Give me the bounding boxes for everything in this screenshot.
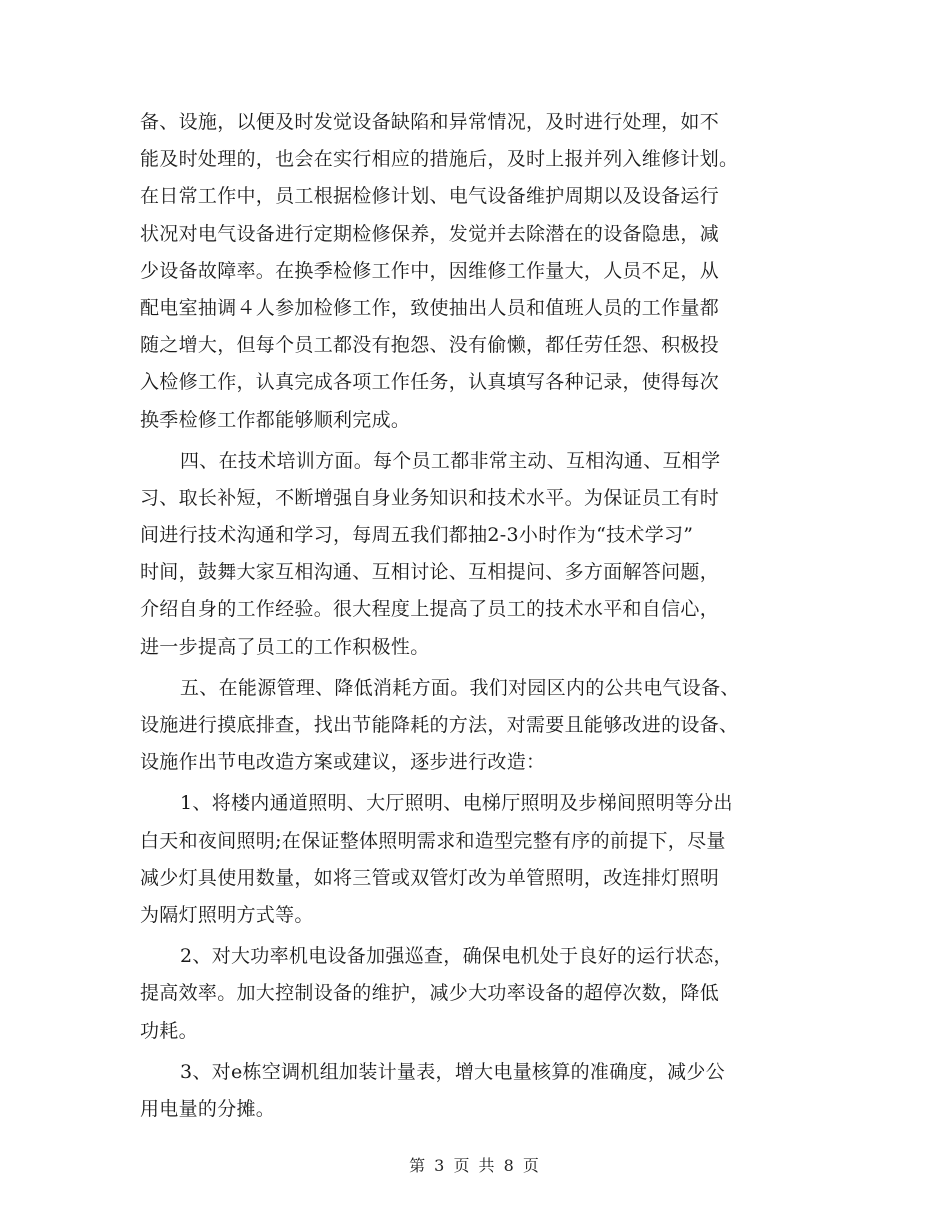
text-line: 设施进行摸底排查，找出节能降耗的方法，对需要且能够改进的设备、 (140, 714, 739, 736)
text-line: 时间，鼓舞大家互相沟通、互相讨论、互相提问、多方面解答问题， (140, 561, 720, 584)
text-line: 进一步提高了员工的工作积极性。 (140, 635, 430, 658)
text-line: 用电量的分摊。 (140, 1097, 276, 1120)
text-line: 白天和夜间照明;在保证整体照明需求和造型完整有序的前提下，尽量 (140, 829, 726, 852)
list-item-start-line: 2、对大功率机电设备加强巡查，确保电机处于良好的运行状态， (180, 945, 733, 968)
text-line: 换季检修工作都能够顺利完成。 (140, 408, 411, 431)
document-body (140, 104, 810, 1128)
text-line: 备、设施，以便及时发觉设备缺陷和异常情况，及时进行处理，如不 (140, 111, 720, 133)
text-line: 间进行技术沟通和学习，每周五我们都抽2-3小时作为“技术学习” (140, 524, 694, 547)
paragraph-start-line: 五、在能源管理、降低消耗方面。我们对园区内的公共电气设备、 (180, 676, 740, 699)
text-line: 功耗。 (140, 1019, 198, 1042)
text-line: 入检修工作，认真完成各项工作任务，认真填写各种记录，使得每次 (140, 371, 720, 394)
text-line: 为隔灯照明方式等。 (140, 903, 314, 926)
text-line: 习、取长补短，不断增强自身业务知识和技术水平。为保证员工有时 (140, 486, 720, 509)
list-item-start-line: 1、将楼内通道照明、大厅照明、电梯厅照明及步梯间照明等分出 (180, 792, 733, 815)
text-line: 在日常工作中，员工根据检修计划、电气设备维护周期以及设备运行 (140, 185, 720, 208)
text-line: 设施作出节电改造方案或建议，逐步进行改造： (140, 751, 546, 774)
list-item-start-line: 3、对e栋空调机组加装计量表，增大电量核算的准确度，减少公 (180, 1060, 726, 1083)
text-line: 随之增大，但每个员工都没有抱怨、没有偷懒，都任劳任怨、积极投 (140, 334, 720, 357)
paragraph-start-line: 四、在技术培训方面。每个员工都非常主动、互相沟通、互相学 (180, 449, 721, 472)
text-line: 能及时处理的，也会在实行相应的措施后，及时上报并列入维修计划。 (140, 148, 739, 171)
text-line: 介绍自身的工作经验。很大程度上提高了员工的技术水平和自信心， (140, 598, 720, 621)
text-line: 提高效率。加大控制设备的维护，减少大功率设备的超停次数，降低 (140, 982, 720, 1005)
text-line: 少设备故障率。在换季检修工作中，因维修工作量大，人员不足，从 (140, 259, 720, 282)
page-number-footer: 第 3 页 共 8 页 (409, 1156, 541, 1175)
text-line: 配电室抽调４人参加检修工作，致使抽出人员和值班人员的工作量都 (140, 296, 720, 319)
text-line: 减少灯具使用数量，如将三管或双管灯改为单管照明，改连排灯照明 (140, 866, 720, 889)
text-line: 状况对电气设备进行定期检修保养，发觉并去除潜在的设备隐患，减 (140, 222, 720, 245)
